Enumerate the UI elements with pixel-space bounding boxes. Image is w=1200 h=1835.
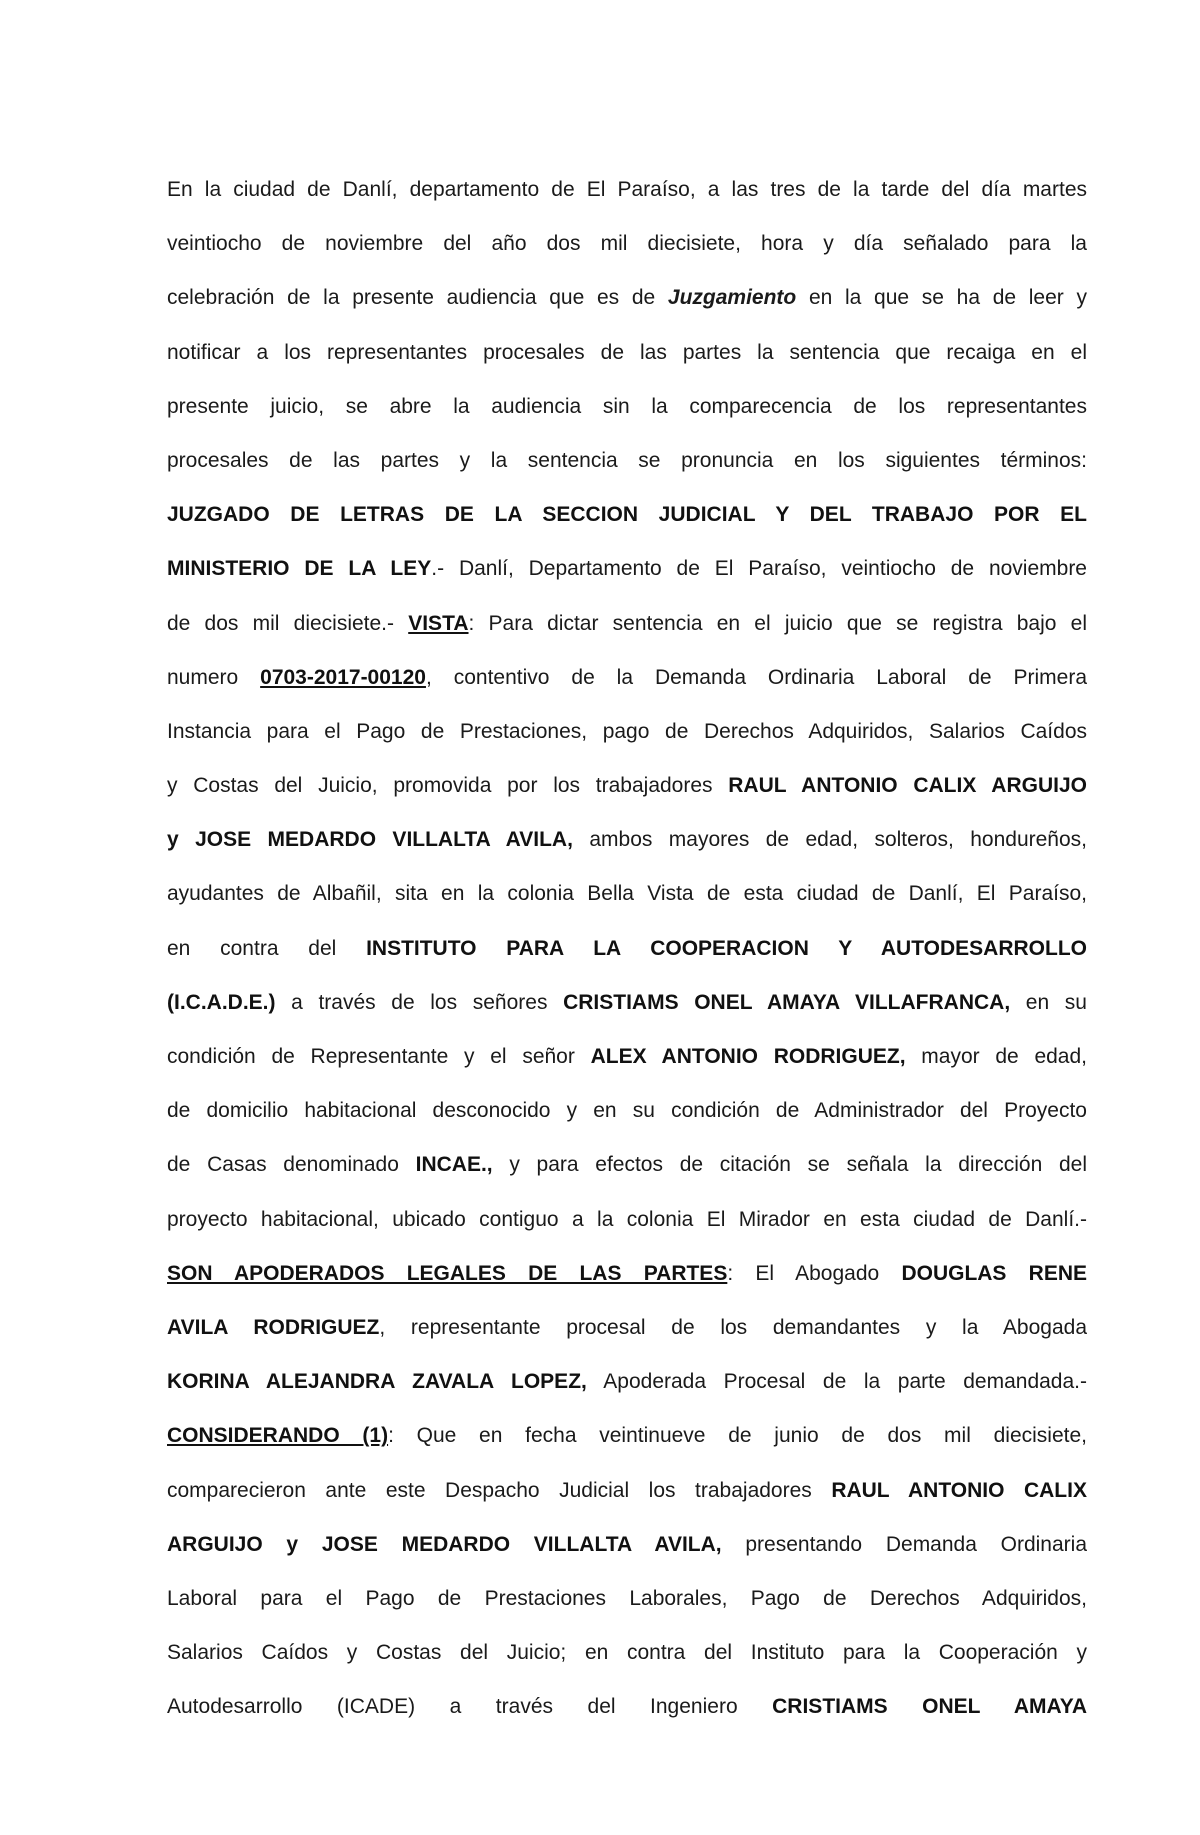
emphasized-text: (I.C.A.D.E.) [167,990,276,1014]
text-line [167,759,1087,813]
emphasized-text: RAUL ANTONIO CALIX [831,1478,1087,1502]
text-line [167,326,1087,380]
emphasized-text: MINISTERIO DE LA LEY [167,557,432,581]
text-line [167,1464,1087,1518]
emphasized-text: INCAE., [415,1153,493,1177]
text-run: presentando Demanda Ordinaria [721,1532,1087,1556]
text-line [167,163,1087,217]
text-run: en la que se ha de leer y [796,286,1087,310]
text-line [167,597,1087,651]
text-run: proyecto habitacional, ubicado contiguo a la colonia El Mirador en esta ciudad de Danlí.- [167,1207,1087,1231]
emphasized-text: 0703-2017-00120 [260,665,426,689]
text-line [167,1138,1087,1192]
text-run: de dos mil diecisiete.- [167,611,409,635]
text-run: mayor de edad, [905,1045,1087,1068]
text-run: Apoderada Procesal de la parte demandada.- [586,1370,1087,1394]
document-body [167,163,1087,1734]
text-line [167,1409,1087,1463]
emphasized-text: CRISTIAMS ONEL AMAYA VILLAFRANCA, [563,990,1011,1014]
emphasized-text: VISTA [408,611,469,635]
text-run: Instancia para el Pago de Prestaciones, pago de Derechos Adquiridos, Salarios Caídos [167,719,1087,743]
emphasized-text: KORINA ALEJANDRA ZAVALA LOPEZ, [167,1370,587,1394]
emphasized-text: CONSIDERANDO (1) [167,1424,389,1448]
text-line [167,813,1087,867]
text-run: a través de los señores [275,990,564,1014]
text-run: presente juicio, se abre la audiencia sin la comparecencia de los representantes [167,394,1087,418]
emphasized-text: SON APODERADOS LEGALES DE LAS PARTES [167,1261,728,1285]
text-run: En la ciudad de Danlí, departamento de El Paraíso, a las tres de la tarde del día martes [167,178,1087,201]
text-line [167,651,1087,705]
emphasized-text: DOUGLAS RENE [901,1261,1087,1285]
emphasized-text: ALEX ANTONIO RODRIGUEZ, [590,1045,906,1068]
text-run: veintiocho de noviembre del año dos mil diecisiete, hora y día señalado para la [167,232,1087,256]
text-run: : Para dictar sentencia en el juicio que se registra bajo el [468,611,1087,635]
text-run: ambos mayores de edad, solteros, hondureños, [572,828,1087,852]
text-line [167,488,1087,542]
text-line [167,1084,1087,1138]
text-line [167,1247,1087,1301]
text-run: procesales de las partes y la sentencia se pronuncia en los siguientes términos: [167,448,1087,472]
text-line [167,434,1087,488]
text-run: : El Abogado [727,1261,902,1285]
text-line [167,1030,1087,1084]
text-run: .- Danlí, Departamento de El Paraíso, veintiocho de noviembre [431,557,1087,581]
text-line [167,1193,1087,1247]
text-run: celebración de la presente audiencia que es de [167,286,668,310]
emphasized-text: JUZGADO DE LETRAS DE LA SECCION JUDICIAL Y DEL TRABAJO POR EL [167,503,1087,527]
emphasized-text: ARGUIJO y JOSE MEDARDO VILLALTA AVILA, [167,1532,722,1556]
text-line [167,1626,1087,1680]
text-line [167,1572,1087,1626]
text-run: en su [1010,990,1087,1014]
text-run: condición de Representante y el señor [167,1045,591,1068]
text-line [167,976,1087,1030]
text-run: notificar a los representantes procesales de las partes la sentencia que recaiga en el [167,340,1087,364]
text-line [167,1301,1087,1355]
text-run: de domicilio habitacional desconocido y en su condición de Administrador del Proyecto [167,1099,1087,1123]
text-line [167,1680,1087,1734]
text-run: y para efectos de citación se señala la dirección del [492,1153,1087,1177]
emphasized-text: CRISTIAMS ONEL AMAYA [772,1695,1087,1719]
emphasized-text: Juzgamiento [667,286,797,310]
text-line [167,1518,1087,1572]
text-run: comparecieron ante este Despacho Judicial los trabajadores [167,1478,832,1502]
text-run: y Costas del Juicio, promovida por los trabajadores [167,774,729,798]
emphasized-text: y JOSE MEDARDO VILLALTA AVILA, [167,828,573,852]
text-run: en contra del [167,936,367,960]
emphasized-text: INSTITUTO PARA LA COOPERACION Y AUTODESARROLLO [366,936,1087,960]
text-run: Autodesarrollo (ICADE) a través del Ingeniero [167,1695,773,1719]
text-run: , contentivo de la Demanda Ordinaria Laboral de Primera [425,665,1087,689]
text-run: de Casas denominado [167,1153,416,1177]
text-run: ayudantes de Albañil, sita en la colonia Bella Vista de esta ciudad de Danlí, El Paraíso, [167,882,1087,906]
text-line [167,1355,1087,1409]
text-line [167,867,1087,921]
text-run: Salarios Caídos y Costas del Juicio; en contra del Instituto para la Cooperación y [167,1641,1087,1665]
text-line [167,217,1087,271]
emphasized-text: RAUL ANTONIO CALIX ARGUIJO [728,774,1087,798]
text-run: Laboral para el Pago de Prestaciones Laborales, Pago de Derechos Adquiridos, [167,1586,1087,1610]
text-line [167,542,1087,596]
emphasized-text: AVILA RODRIGUEZ [167,1315,380,1339]
text-run: , representante procesal de los demandantes y la Abogada [379,1315,1087,1339]
text-run: : Que en fecha veintinueve de junio de dos mil diecisiete, [388,1424,1087,1448]
text-run: numero [167,665,261,689]
text-line [167,922,1087,976]
text-line [167,380,1087,434]
text-line [167,271,1087,325]
text-line [167,705,1087,759]
